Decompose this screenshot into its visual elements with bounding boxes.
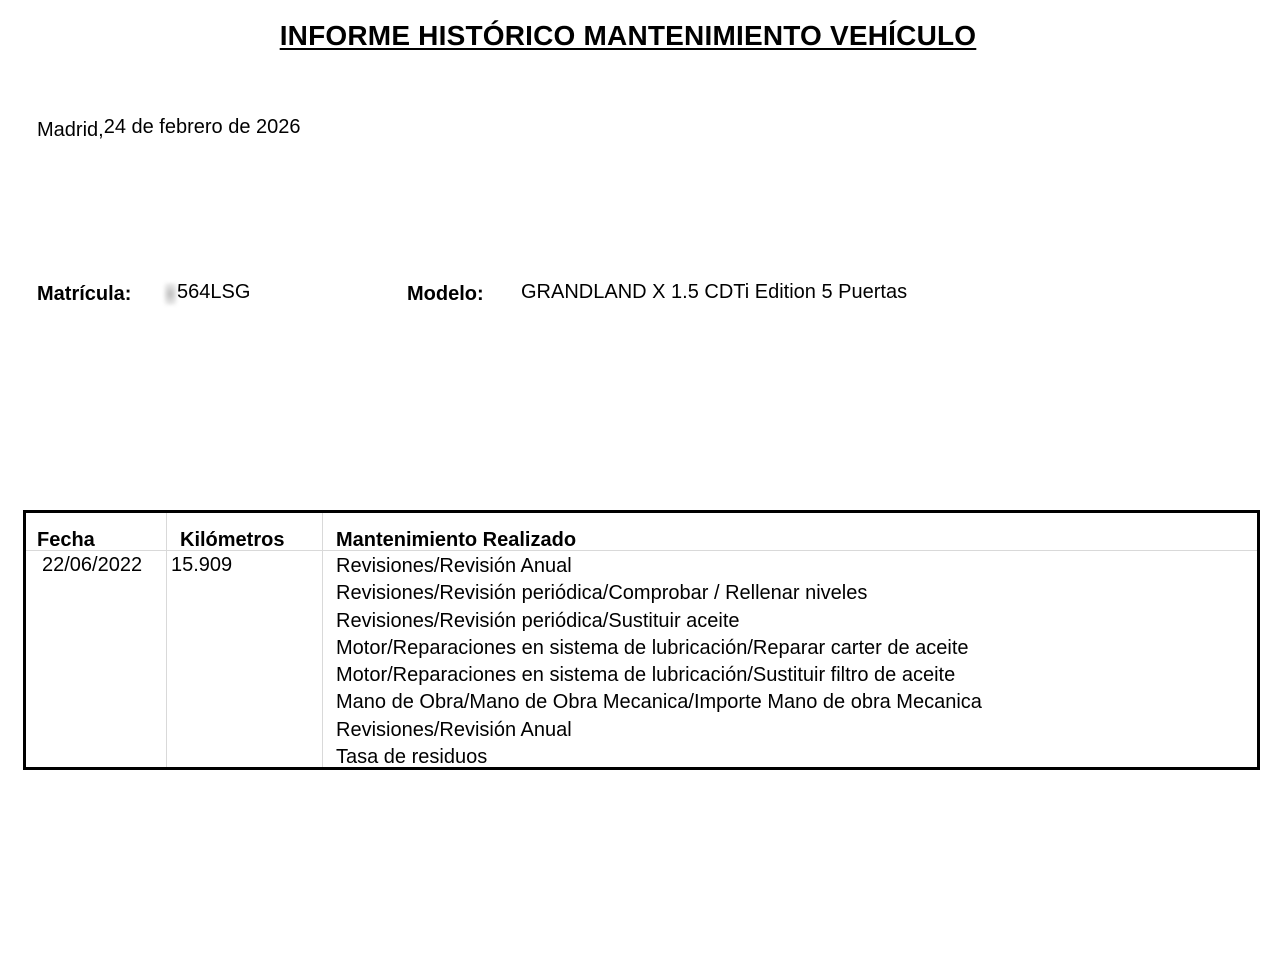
place-date [37, 116, 301, 139]
maintenance-item: Revisiones/Revisión periódica/Sustituir aceite [336, 609, 740, 632]
redacted-plate-prefix [164, 283, 177, 305]
maintenance-item: Tasa de residuos [336, 746, 488, 769]
maintenance-list [336, 553, 982, 771]
maintenance-item: Revisiones/Revisión Anual [336, 718, 572, 741]
model-label: Modelo: [407, 283, 484, 305]
row-km: 15.909 [171, 554, 233, 576]
header-date: Fecha [37, 529, 95, 551]
maintenance-table [23, 510, 1260, 770]
maintenance-item: Revisiones/Revisión Anual [336, 555, 572, 577]
plate-label: Matrícula: [37, 283, 132, 305]
maintenance-item: Motor/Reparaciones en sistema de lubricación/Reparar carter de aceite [336, 636, 969, 659]
header-maintenance: Mantenimiento Realizado [336, 529, 577, 551]
report-date: 24 de febrero de 2026 [103, 116, 301, 138]
report-title: INFORME HISTÓRICO MANTENIMIENTO VEHÍCULO [279, 20, 977, 51]
row-date: 22/06/2022 [42, 554, 143, 576]
maintenance-item: Motor/Reparaciones en sistema de lubricación/Sustituir filtro de aceite [336, 664, 956, 687]
model-value: GRANDLAND X 1.5 CDTi Edition 5 Puertas [521, 281, 908, 303]
plate-value: 564LSG [177, 281, 251, 303]
column-divider [166, 513, 167, 767]
city: Madrid, [37, 119, 104, 141]
column-divider [322, 513, 323, 767]
maintenance-item: Mano de Obra/Mano de Obra Mecanica/Importe Mano de obra Mecanica [336, 691, 982, 714]
header-km: Kilómetros [180, 529, 285, 551]
maintenance-item: Revisiones/Revisión periódica/Comprobar / Rellenar niveles [336, 582, 868, 605]
